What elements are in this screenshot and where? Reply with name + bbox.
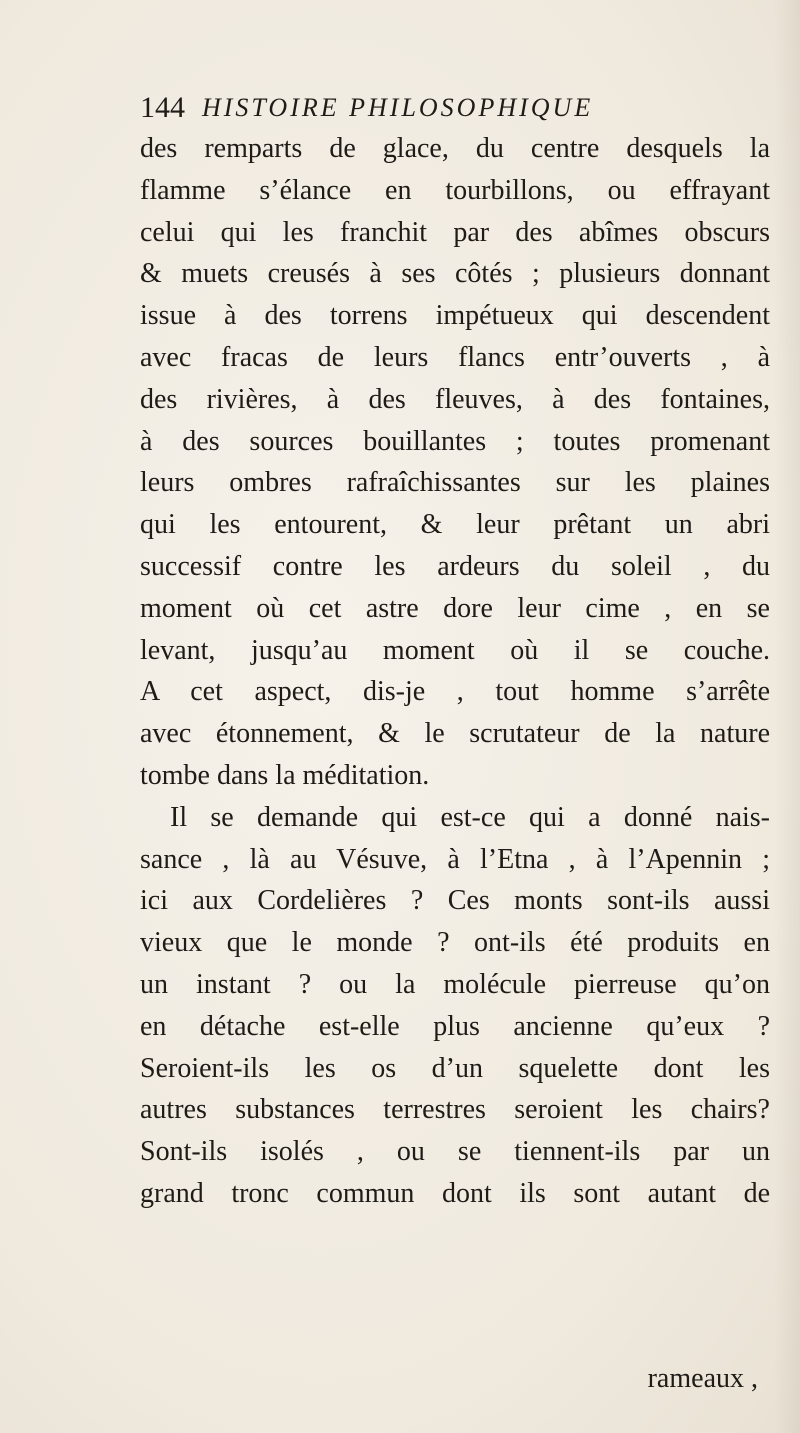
text-line: en détache est-elle plus ancienne qu’eux ? [140,1010,770,1042]
text-line: des rivières, à des fleuves, à des fontaines, [140,383,770,415]
text-line: autres substances terrestres seroient les chairs? [140,1094,770,1126]
text-line: vieux que le monde ? ont-ils été produits en [140,927,770,959]
text-line: celui qui les franchit par des abîmes obscurs [140,216,770,248]
text-line: A cet aspect, dis-je , tout homme s’arrête [140,676,770,708]
body-text [140,128,770,1215]
text-line: Sont-ils isolés , ou se tiennent-ils par un [140,1136,770,1168]
text-line: & muets creusés à ses côtés ; plusieurs donnant [140,258,770,290]
paragraph-start-line: Il se demande qui est-ce qui a donné nais- [170,801,770,833]
text-line: un instant ? ou la molécule pierreuse qu’on [140,968,770,1000]
text-line: avec étonnement, & le scrutateur de la nature [140,718,770,750]
text-line: des remparts de glace, du centre desquels la [140,133,770,164]
text-line: levant, jusqu’au moment où il se couche. [140,634,770,666]
page-number: 144 [140,91,185,124]
page-edge-shadow [774,0,800,1433]
text-line: moment où cet astre dore leur cime , en se [140,592,770,624]
text-line: grand tronc commun dont ils sont autant de [140,1177,770,1209]
text-line: leurs ombres rafraîchissantes sur les plaines [140,467,770,499]
text-line: issue à des torrens impétueux qui descendent [140,300,770,332]
text-line: avec fracas de leurs flancs entr’ouverts , à [140,341,770,373]
text-line: qui les entourent, & leur prêtant un abri [140,509,770,541]
text-line: à des sources bouillantes ; toutes promenant [140,425,770,457]
catchword: rameaux , [647,1363,758,1394]
running-head [140,88,740,128]
text-line: ici aux Cordelières ? Ces monts sont-ils aussi [140,885,770,917]
text-line: Seroient-ils les os d’un squelette dont les [140,1052,770,1084]
text-line: sance , là au Vésuve, à l’Etna , à l’Apennin ; [140,843,770,875]
text-line: flamme s’élance en tourbillons, ou effrayant [140,174,770,206]
text-line: successif contre les ardeurs du soleil , du [140,550,770,582]
running-title: HISTOIRE PHILOSOPHIQUE [202,93,594,122]
paragraph-end-line: tombe dans la méditation. [140,759,430,791]
